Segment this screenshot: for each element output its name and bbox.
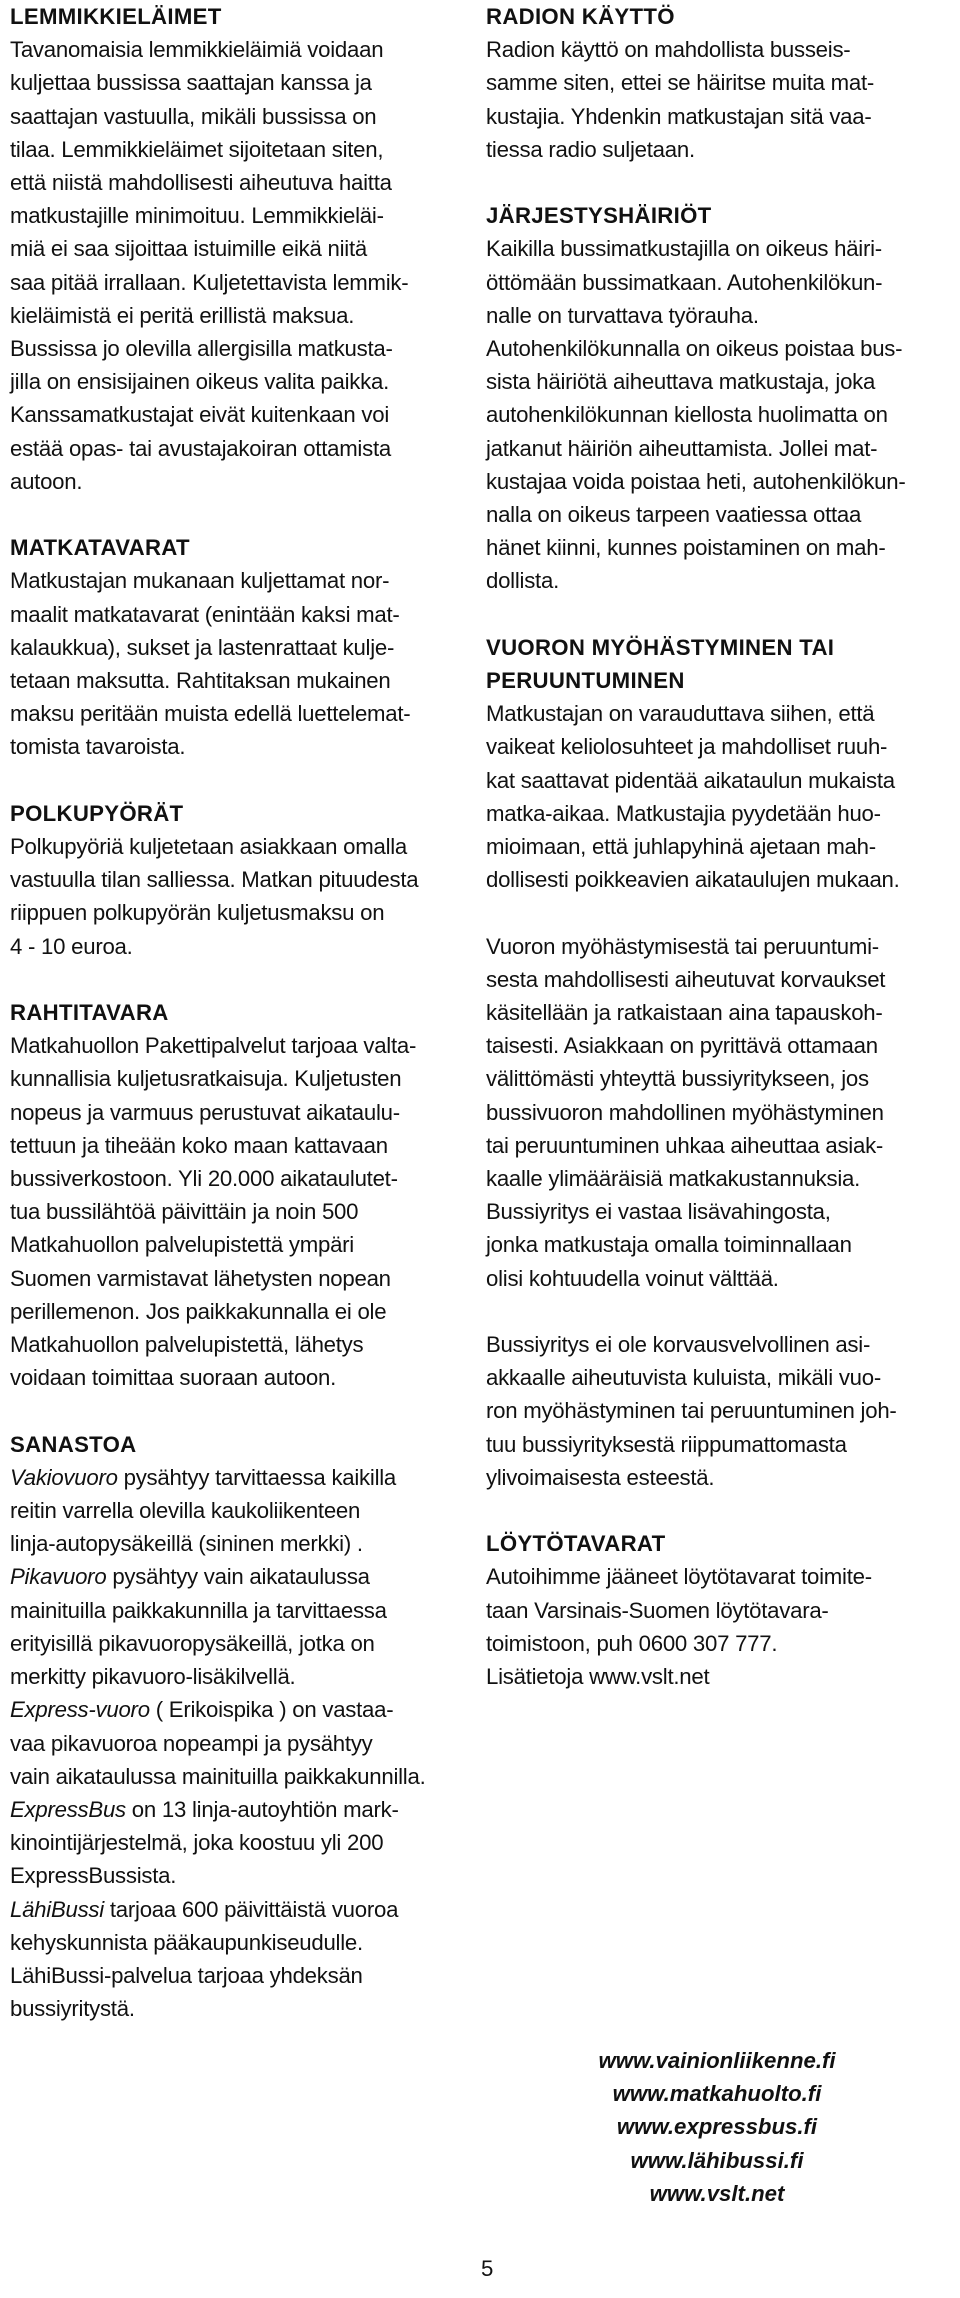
glossary-line <box>10 1992 472 2025</box>
glossary-line <box>10 1727 472 1760</box>
text-line: Autohenkilökunnalla on oikeus poistaa bus- <box>486 336 903 362</box>
glossary-text: pysähtyy tarvittaessa kaikilla <box>117 1464 397 1490</box>
text-line: autoon. <box>10 468 83 494</box>
section-heading: JÄRJESTYSHÄIRIÖT <box>486 203 712 229</box>
text-line: Bussiyritys ei ole korvausvelvollinen asi- <box>486 1332 871 1358</box>
section-heading-cont: PERUUNTUMINEN <box>486 668 685 694</box>
glossary-term: Vakiovuoro <box>10 1464 118 1490</box>
text-line: että niistä mahdollisesti aiheutuva haitta <box>10 170 392 196</box>
glossary-line <box>10 1693 472 1726</box>
text-line: maksu peritään muista edellä luettelemat- <box>10 701 411 727</box>
glossary-text: bussiyritystä. <box>10 1996 135 2022</box>
glossary-text: on 13 linja-autoyhtiön mark- <box>125 1796 399 1822</box>
section-matkatavarat <box>10 531 472 763</box>
section-rahtitavara <box>10 996 472 1394</box>
page-number: 5 <box>481 2256 494 2281</box>
glossary-line <box>10 1594 472 1627</box>
text-line: 4 - 10 euroa. <box>10 933 133 959</box>
text-line: hänet kiinni, kunnes poistaminen on mah- <box>486 535 886 561</box>
text-line: jonka matkustaja omalla toiminnallaan <box>486 1232 852 1258</box>
section-heading: LÖYTÖTAVARAT <box>486 1531 666 1557</box>
text-line: Matkahuollon palvelupistettä ympäri <box>10 1232 354 1258</box>
text-line: Matkahuollon palvelupistettä, lähetys <box>10 1332 364 1358</box>
text-line: kuljettaa bussissa saattajan kanssa ja <box>10 70 372 96</box>
text-line: ylivoimaisesta esteestä. <box>486 1464 715 1490</box>
glossary-text: pysähtyy vain aikataulussa <box>106 1564 370 1590</box>
text-line: jatkanut häiriön aiheuttamista. Jollei mat- <box>486 435 878 461</box>
glossary-line <box>10 1859 472 1892</box>
text-line: Kaikilla bussimatkustajilla on oikeus häiri- <box>486 236 882 262</box>
text-line: bussiverkostoon. Yli 20.000 aikataulutet- <box>10 1166 398 1192</box>
text-line: Radion käyttö on mahdollista busseis- <box>486 37 851 63</box>
section-radion-kaytto <box>486 0 948 166</box>
section-body <box>486 33 948 166</box>
text-line: matkustajille minimoituu. Lemmikkieläi- <box>10 203 384 229</box>
text-line: saa pitää irrallaan. Kuljetettavista lemmik- <box>10 269 409 295</box>
text-line: välittömästi yhteyttä bussiyritykseen, jos <box>486 1066 869 1092</box>
text-line: dollista. <box>486 568 559 594</box>
glossary-line <box>10 1527 472 1560</box>
glossary-line <box>10 1826 472 1859</box>
text-line: Suomen varmistavat lähetysten nopean <box>10 1265 391 1291</box>
section-heading: VUORON MYÖHÄSTYMINEN TAI <box>486 634 835 660</box>
glossary-text: reitin varrella olevilla kaukoliikenteen <box>10 1498 361 1524</box>
text-line: autohenkilökunnan kiellosta huolimatta on <box>486 402 888 428</box>
text-line: akkaalle aiheutuvista kuluista, mikäli vuo- <box>486 1365 881 1391</box>
text-line: samme siten, ettei se häiritse muita mat- <box>486 70 875 96</box>
section-loytotavarat <box>486 1527 948 1693</box>
text-line: Bussissa jo olevilla allergisilla matkusta- <box>10 336 393 362</box>
link-matkahuolto[interactable]: www.matkahuolto.fi <box>612 2081 822 2107</box>
link-expressbus[interactable]: www.expressbus.fi <box>616 2114 818 2140</box>
right-column <box>486 0 948 1693</box>
glossary-line <box>10 1926 472 1959</box>
text-line: vaikeat keliolosuhteet ja mahdolliset ruuh- <box>486 734 888 760</box>
section-heading: MATKATAVARAT <box>10 535 190 561</box>
text-line: maalit matkatavarat (enintään kaksi mat- <box>10 601 400 627</box>
section-sanastoa <box>10 1428 472 2026</box>
glossary-text: tarjoaa 600 päivittäistä vuoroa <box>103 1896 399 1922</box>
text-line: nalla on oikeus tarpeen vaatiessa ottaa <box>486 502 862 528</box>
glossary-line <box>10 1461 472 1494</box>
text-line: kieläimistä ei peritä erillistä maksua. <box>10 302 355 328</box>
text-line: taan Varsinais-Suomen löytötavara- <box>486 1597 829 1623</box>
text-line: mioimaan, että juhlapyhinä ajetaan mah- <box>486 834 876 860</box>
link-lahibussi[interactable]: www.lähibussi.fi <box>630 2147 804 2173</box>
section-body <box>486 930 948 1295</box>
section-vuoron-myohastyminen <box>486 631 948 1494</box>
left-column <box>10 0 472 2025</box>
text-line: estää opas- tai avustajakoiran ottamista <box>10 435 391 461</box>
glossary-term: Pikavuoro <box>10 1564 107 1590</box>
glossary-line <box>10 1959 472 1992</box>
glossary-text: vain aikataulussa mainituilla paikkakunnilla. <box>10 1763 426 1789</box>
section-heading: LEMMIKKIELÄIMET <box>10 4 222 29</box>
text-line: tettuun ja tiheään koko maan kattavaan <box>10 1132 388 1158</box>
text-line: Bussiyritys ei vastaa lisävahingosta, <box>486 1199 831 1225</box>
text-line: Kanssamatkustajat eivät kuitenkaan voi <box>10 402 389 428</box>
glossary-text: kinointijärjestelmä, joka koostuu yli 200 <box>10 1830 384 1856</box>
glossary-line <box>10 1560 472 1593</box>
section-body <box>10 33 472 498</box>
text-line: tomista tavaroista. <box>10 734 186 760</box>
text-line: öttömään bussimatkaan. Autohenkilökun- <box>486 269 883 295</box>
text-line: saattajan vastuulla, mikäli bussissa on <box>10 103 377 129</box>
glossary-text: LähiBussi-palvelua tarjoaa yhdeksän <box>10 1962 363 1988</box>
text-line: bussivuoron mahdollinen myöhästyminen <box>486 1099 884 1125</box>
glossary-line <box>10 1627 472 1660</box>
text-line: perillemenon. Jos paikkakunnalla ei ole <box>10 1298 387 1324</box>
glossary-line <box>10 1660 472 1693</box>
text-line: tilaa. Lemmikkieläimet sijoitetaan siten, <box>10 136 384 162</box>
section-polkupyorat <box>10 797 472 963</box>
glossary-text: ( Erikoispika ) on vastaa- <box>149 1697 394 1723</box>
text-line: Matkahuollon Pakettipalvelut tarjoaa valta- <box>10 1033 417 1059</box>
glossary-text: linja-autopysäkeillä (sininen merkki) . <box>10 1531 363 1557</box>
text-line: riippuen polkupyörän kuljetusmaksu on <box>10 900 385 926</box>
text-line: matka-aikaa. Matkustajia pyydetään huo- <box>486 800 881 826</box>
section-lemmikkielaimet <box>10 0 472 498</box>
text-line: Matkustajan mukanaan kuljettamat nor- <box>10 568 390 594</box>
glossary-text: merkitty pikavuoro-lisäkilvellä. <box>10 1664 296 1690</box>
text-line: Vuoron myöhästymisestä tai peruuntumi- <box>486 933 879 959</box>
glossary-line <box>10 1760 472 1793</box>
text-line: Polkupyöriä kuljetetaan asiakkaan omalla <box>10 834 408 860</box>
section-heading: POLKUPYÖRÄT <box>10 800 184 826</box>
text-line: miä ei saa sijoittaa istuimille eikä niitä <box>10 236 367 262</box>
text-line: sista häiriötä aiheuttava matkustaja, joka <box>486 369 876 395</box>
text-line: vastuulla tilan salliessa. Matkan pituudesta <box>10 867 419 893</box>
glossary-term: Express-vuoro <box>10 1697 150 1723</box>
section-body <box>486 1328 948 1494</box>
text-line: olisi kohtuudella voinut välttää. <box>486 1265 779 1291</box>
glossary-term: LähiBussi <box>10 1896 104 1922</box>
text-line: Autoihimme jääneet löytötavarat toimite- <box>486 1564 872 1590</box>
section-body <box>10 564 472 763</box>
text-line: tiessa radio suljetaan. <box>486 136 695 162</box>
glossary-text: erityisillä pikavuoropysäkeillä, jotka on <box>10 1630 375 1656</box>
text-line: toimistoon, puh 0600 307 777. <box>486 1630 778 1656</box>
text-line: kaalle ylimääräisiä matkakustannuksia. <box>486 1166 861 1192</box>
website-links <box>486 2044 948 2210</box>
section-body <box>486 697 948 896</box>
glossary-text: mainituilla paikkakunnilla ja tarvittaessa <box>10 1597 387 1623</box>
text-line: Tavanomaisia lemmikkieläimiä voidaan <box>10 37 384 63</box>
text-line: kustajaa voida poistaa heti, autohenkilökun- <box>486 468 906 494</box>
text-line: kalaukkua), sukset ja lastenrattaat kulje- <box>10 634 395 660</box>
section-body <box>10 1029 472 1394</box>
glossary-text: kehyskunnista pääkaupunkiseudulle. <box>10 1929 363 1955</box>
glossary-text: vaa pikavuoroa nopeampi ja pysähtyy <box>10 1730 373 1756</box>
link-vainionliikenne[interactable]: www.vainionliikenne.fi <box>598 2048 836 2073</box>
text-line: dollisesti poikkeavien aikataulujen mukaan. <box>486 867 900 893</box>
glossary-body <box>10 1461 472 2025</box>
text-line: käsitellään ja ratkaistaan aina tapauskoh- <box>486 1000 883 1026</box>
text-line: Lisätietoja www.vslt.net <box>486 1664 710 1690</box>
text-line: jilla on ensisijainen oikeus valita paikka. <box>10 369 389 395</box>
glossary-line <box>10 1893 472 1926</box>
section-heading: SANASTOA <box>10 1431 137 1457</box>
text-line: tai peruuntuminen uhkaa aiheuttaa asiak- <box>486 1132 884 1158</box>
link-vslt[interactable]: www.vslt.net <box>649 2180 785 2206</box>
text-line: kustajia. Yhdenkin matkustajan sitä vaa- <box>486 103 872 129</box>
text-line: ron myöhästyminen tai peruuntuminen joh- <box>486 1398 897 1424</box>
section-body <box>486 232 948 597</box>
text-line: voidaan toimittaa suoraan autoon. <box>10 1365 337 1391</box>
text-line: kat saattavat pidentää aikataulun mukaista <box>486 767 895 793</box>
glossary-line <box>10 1793 472 1826</box>
section-body <box>486 1560 948 1693</box>
text-line: taisesti. Asiakkaan on pyrittävä ottamaan <box>486 1033 878 1059</box>
glossary-term: ExpressBus <box>10 1796 126 1822</box>
section-heading: RAHTITAVARA <box>10 1000 169 1026</box>
text-line: nopeus ja varmuus perustuvat aikataulu- <box>10 1099 400 1125</box>
text-line: kunnallisia kuljetusratkaisuja. Kuljetusten <box>10 1066 402 1092</box>
glossary-text: ExpressBussista. <box>10 1863 177 1889</box>
text-line: tuu bussiyrityksestä riippumattomasta <box>486 1431 847 1457</box>
glossary-line <box>10 1494 472 1527</box>
section-jarjestyshairiot <box>486 199 948 597</box>
text-line: nalle on turvattava työrauha. <box>486 302 759 328</box>
text-line: sesta mahdollisesti aiheutuvat korvaukset <box>486 966 886 992</box>
text-line: Matkustajan on varauduttava siihen, että <box>486 701 875 727</box>
section-body <box>10 830 472 963</box>
section-heading: RADION KÄYTTÖ <box>486 4 675 29</box>
text-line: tetaan maksutta. Rahtitaksan mukainen <box>10 668 391 694</box>
text-line: tua bussilähtöä päivittäin ja noin 500 <box>10 1199 359 1225</box>
